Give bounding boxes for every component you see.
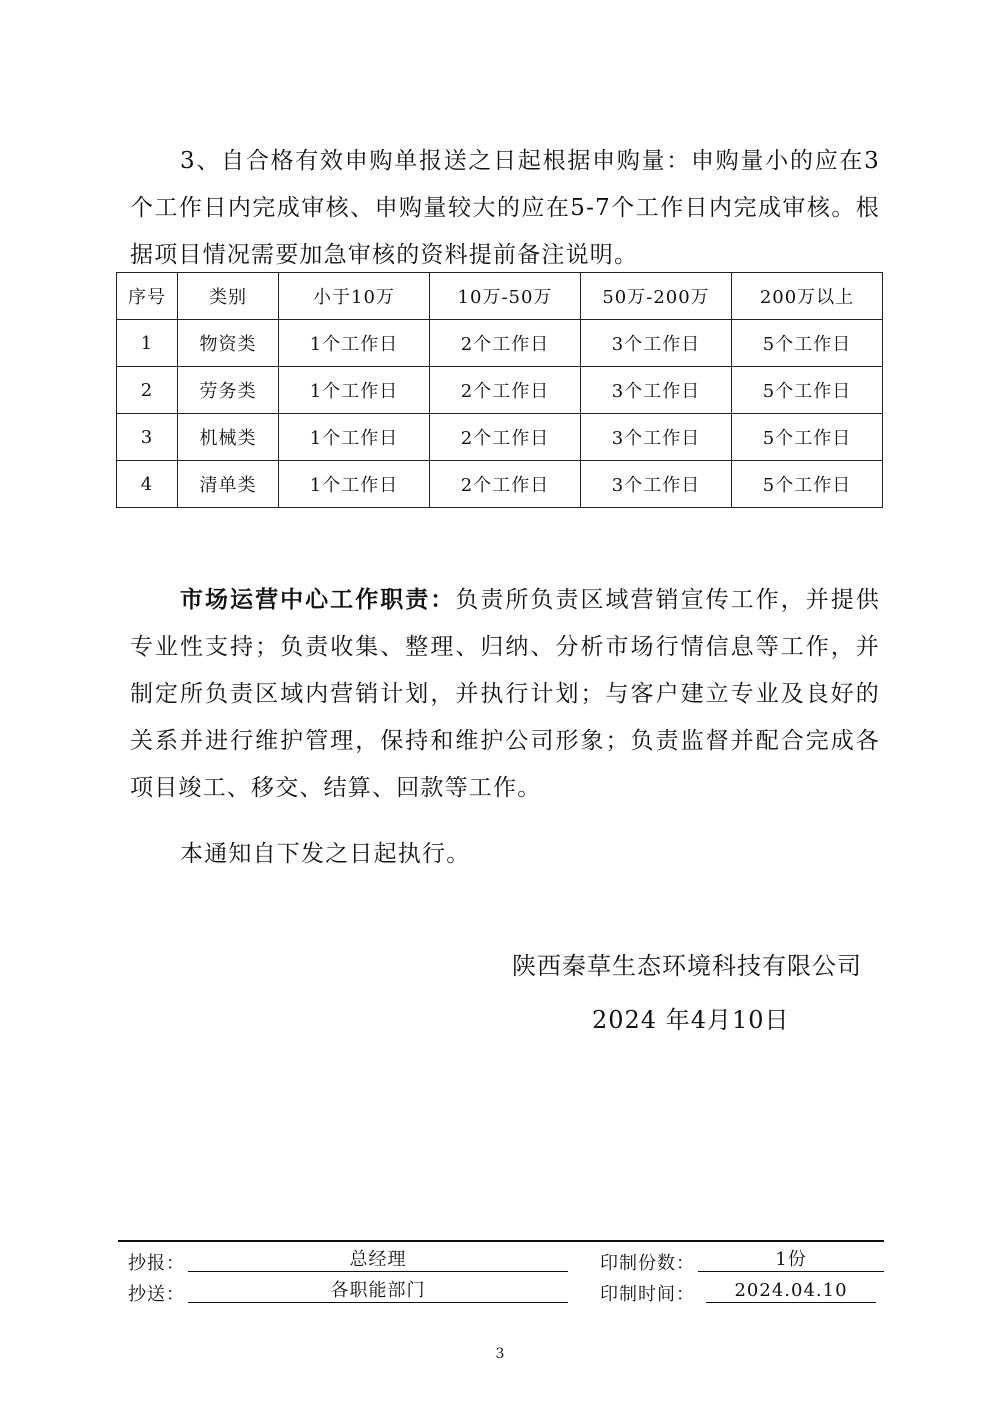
- footer-top-rule: [118, 1240, 884, 1242]
- market-center-title: 市场运营中心工作职责：: [180, 586, 456, 613]
- market-center-text: 负责所负责区域营销宣传工作，并提供专业性支持；负责收集、整理、归纳、分析市场行情信息等工作，并制定所负责区域内营销计划，并执行计划；与客户建立专业及良好的关系并进行维护管理，保持和维护公司形象；负责监督并配合完成各项目竣工、移交、结算、回款等工作。: [130, 587, 880, 801]
- table-cell: 清单类: [178, 461, 279, 508]
- signature-company: 陕西秦草生态环境科技有限公司: [512, 952, 862, 980]
- report-label: 抄报：: [128, 1253, 185, 1274]
- cc-value: 各职能部门: [188, 1280, 568, 1303]
- table-cell: 1个工作日: [279, 320, 430, 367]
- table-cell: 3: [117, 414, 178, 461]
- copies-label: 印制份数：: [600, 1253, 695, 1274]
- table-header-cell: 200万以上: [732, 273, 883, 320]
- table-row: [117, 367, 883, 414]
- print-time-label: 印制时间：: [600, 1284, 695, 1305]
- table-cell: 3个工作日: [581, 367, 732, 414]
- table-cell: 2个工作日: [430, 461, 581, 508]
- table-header-cell: 序号: [117, 273, 178, 320]
- table-cell: 3个工作日: [581, 461, 732, 508]
- table-cell: 3个工作日: [581, 320, 732, 367]
- table-cell: 机械类: [178, 414, 279, 461]
- table-cell: 2个工作日: [430, 367, 581, 414]
- report-value: 总经理: [188, 1249, 568, 1272]
- table-header-cell: 50万-200万: [581, 273, 732, 320]
- table-body: [117, 320, 883, 508]
- table-cell: 劳务类: [178, 367, 279, 414]
- review-time-table: [116, 272, 883, 508]
- table-cell: 1个工作日: [279, 367, 430, 414]
- print-time-value: 2024.04.10: [706, 1280, 876, 1303]
- market-center-paragraph: [130, 576, 880, 812]
- table-cell: 5个工作日: [732, 320, 883, 367]
- table-cell: 2个工作日: [430, 414, 581, 461]
- effective-notice: 本通知自下发之日起执行。: [180, 841, 471, 867]
- table-cell: 1个工作日: [279, 414, 430, 461]
- table-cell: 2: [117, 367, 178, 414]
- copies-value: 1份: [698, 1249, 884, 1272]
- cc-label: 抄送：: [128, 1284, 185, 1305]
- table-cell: 3个工作日: [581, 414, 732, 461]
- table-cell: 1个工作日: [279, 461, 430, 508]
- table-cell: 5个工作日: [732, 414, 883, 461]
- signature-date: 2024 年4月10日: [592, 1006, 790, 1034]
- table-cell: 4: [117, 461, 178, 508]
- table-row: [117, 414, 883, 461]
- table-header-row: [117, 273, 883, 320]
- table-row: [117, 320, 883, 367]
- table-cell: 物资类: [178, 320, 279, 367]
- table-header-cell: 10万-50万: [430, 273, 581, 320]
- table-cell: 1: [117, 320, 178, 367]
- table-cell: 5个工作日: [732, 461, 883, 508]
- table-cell: 5个工作日: [732, 367, 883, 414]
- table-header-cell: 类别: [178, 273, 279, 320]
- section-3-paragraph: 3、自合格有效申购单报送之日起根据申购量：申购量小的应在3个工作日内完成审核、申购量较大的应在5-7个工作日内完成审核。根据项目情况需要加急审核的资料提前备注说明。: [130, 148, 880, 268]
- page-number: 3: [495, 1346, 505, 1362]
- table-row: [117, 461, 883, 508]
- table-header-cell: 小于10万: [279, 273, 430, 320]
- table-cell: 2个工作日: [430, 320, 581, 367]
